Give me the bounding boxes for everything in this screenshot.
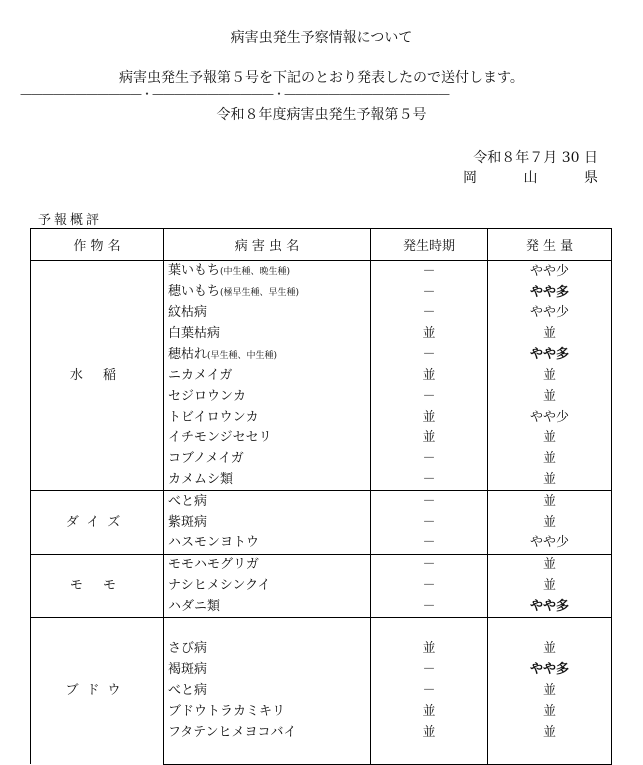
pest-name-cell [164,386,371,407]
amount-cell: 並 [488,491,612,512]
pest-name-cell [164,407,371,428]
pest-name: ニカメイガ [168,367,233,383]
pest-name: コブノメイガ [168,451,244,467]
pest-name: さび病 [168,641,208,657]
pest-name-cell [164,743,371,764]
pest-name-cell [164,428,371,449]
timing-cell: － [371,596,488,617]
amount-cell: やや多 [488,660,612,681]
timing-cell: － [371,345,488,366]
pest-name-cell [164,512,371,533]
timing-cell: 並 [371,701,488,722]
table-row [31,261,612,283]
pest-name-cell [164,660,371,681]
timing-cell: － [371,554,488,575]
table-row [31,554,612,575]
issue-title: 令和８年度病害虫発生予報第５号 [216,107,427,123]
timing-cell: － [371,261,488,283]
pest-variety-note: (中生種、晩生種) [220,267,291,277]
pest-name: べと病 [168,682,208,698]
pest-name: ナシヒメシンクイ [168,577,271,593]
pest-name: セジロウンカ [168,388,247,404]
pest-name-cell [164,345,371,366]
pest-name-cell [164,596,371,617]
timing-cell: 並 [371,407,488,428]
timing-cell: 並 [371,722,488,743]
crop-name-cell: モ モ [31,554,164,617]
amount-cell: 並 [488,722,612,743]
pest-name: モモハモグリガ [168,557,259,573]
crop-name-cell: 水 稲 [31,261,164,491]
amount-cell [488,743,612,764]
pest-name: カメムシ類 [168,471,234,487]
timing-cell: － [371,576,488,597]
amount-cell: やや多 [488,282,612,303]
amount-cell: 並 [488,576,612,597]
column-header-pest: 病 害 虫 名 [164,229,371,261]
amount-cell: 並 [488,449,612,470]
amount-cell: 並 [488,554,612,575]
pest-name-cell [164,261,371,283]
pest-name-cell [164,639,371,660]
timing-cell: 並 [371,324,488,345]
pest-name-cell [164,282,371,303]
amount-cell: 並 [488,324,612,345]
amount-cell: やや多 [488,345,612,366]
crop-name-cell: ブドウ [31,618,164,765]
pest-name: イチモンジセセリ [168,430,272,446]
forecast-table [30,228,612,765]
pest-name-cell [164,554,371,575]
pest-name: 穂枯れ [168,346,208,362]
timing-cell: 並 [371,639,488,660]
timing-cell: 並 [371,428,488,449]
pest-name: 葉いもち [168,263,221,278]
amount-cell: 並 [488,681,612,702]
amount-cell: 並 [488,366,612,387]
pest-name-cell [164,470,371,491]
pest-variety-note: (早生種、中生種) [207,350,278,361]
pest-name: ブドウトラカミキリ [168,703,286,719]
timing-cell: － [371,660,488,681]
timing-cell: 並 [371,366,488,387]
pest-name-cell [164,366,371,387]
pest-name: 紫斑病 [168,514,208,530]
timing-cell [371,618,488,639]
timing-cell: － [371,512,488,533]
timing-cell: － [371,491,488,512]
table-row [31,618,612,639]
amount-cell: 並 [488,386,612,407]
amount-cell [488,618,612,639]
amount-cell: 並 [488,428,612,449]
column-header-timing: 発生時期 [371,229,488,261]
pest-name-cell [164,303,371,324]
pest-name: ハスモンヨトウ [168,535,260,551]
pest-name: フタテンヒメヨコバイ [168,724,297,740]
column-header-crop: 作 物 名 [31,229,164,261]
pest-name-cell [164,722,371,743]
pest-name: ハダニ類 [168,598,221,614]
amount-cell: 並 [488,470,612,491]
document-title: 病害虫発生予察情報について [230,30,413,46]
pest-name: 紋枯病 [168,305,208,321]
table-body [31,261,612,765]
pest-name-cell [164,618,371,639]
timing-cell: － [371,386,488,407]
issue-date: 令和８年７月 30 日 [473,150,598,166]
prefecture-char: 県 [584,170,598,186]
pest-name-cell [164,701,371,722]
amount-cell: やや多 [488,596,612,617]
amount-cell: 並 [488,701,612,722]
amount-cell: やや少 [488,533,612,554]
timing-cell: － [371,533,488,554]
prefecture-char: 岡 [463,170,477,186]
amount-cell: 並 [488,512,612,533]
timing-cell [371,743,488,764]
timing-cell: － [371,470,488,491]
crop-name-cell: ダイズ [31,491,164,554]
pest-name-cell [164,449,371,470]
prefecture-name [463,167,598,187]
pest-name-cell [164,324,371,345]
pest-name: 白葉枯病 [168,326,221,342]
table-header-row [31,229,612,261]
timing-cell: － [371,681,488,702]
column-header-amount: 発 生 量 [488,229,612,261]
pest-name-cell [164,681,371,702]
table-row [31,491,612,512]
timing-cell: － [371,282,488,303]
amount-cell: 並 [488,639,612,660]
pest-name-cell [164,533,371,554]
pest-name: 褐斑病 [168,662,208,678]
timing-cell: － [371,303,488,324]
amount-cell: やや少 [488,407,612,428]
pest-name: 穂いもち [168,284,221,299]
pest-name: トビイロウンカ [168,409,259,425]
timing-cell: － [371,449,488,470]
summary-label: 予報概評 [38,213,103,228]
pest-name: べと病 [168,493,208,509]
pest-name-cell [164,576,371,597]
amount-cell: やや少 [488,261,612,283]
prefecture-char: 山 [523,170,538,186]
pest-variety-note: (極早生種、早生種) [220,288,300,298]
dashed-divider: ———————————・———————————・——————————————— [20,87,450,101]
pest-name-cell [164,491,371,512]
amount-cell: やや少 [488,303,612,324]
notice-text: 病害虫発生予報第５号を下記のとおり発表したので送付します。 [119,70,524,86]
